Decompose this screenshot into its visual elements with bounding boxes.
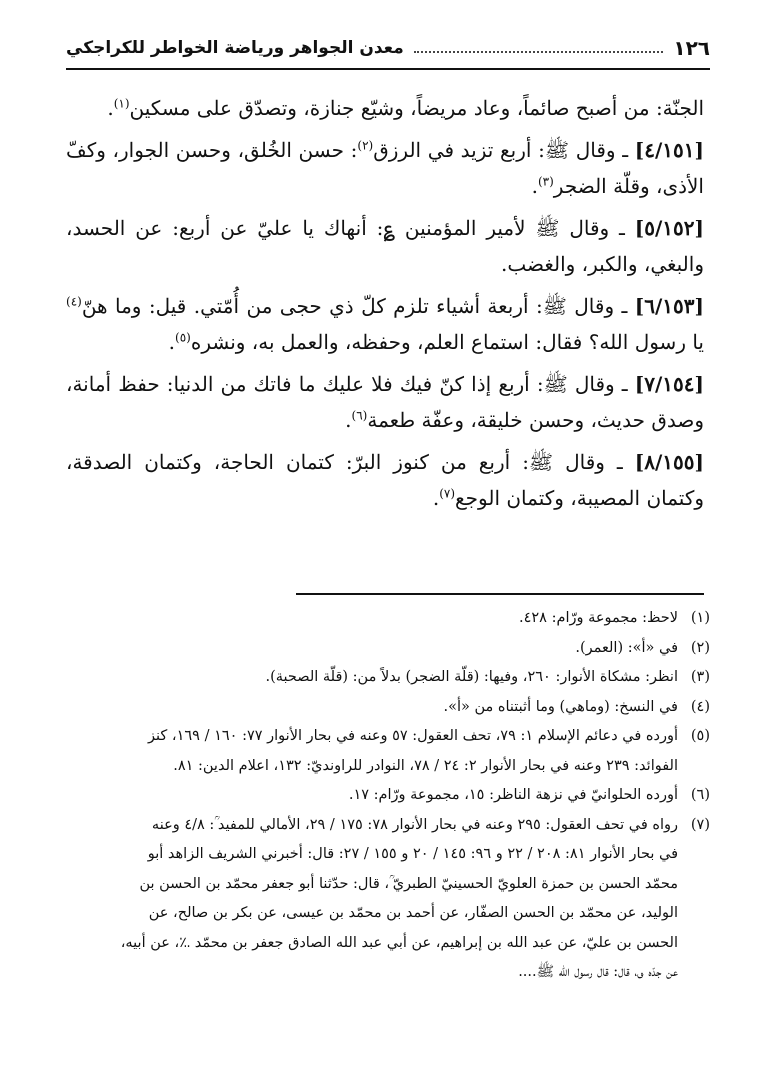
paragraph-154: [٧/١٥٤] ـ وقال ﷺ: أربع إذا كنّ فيك فلا عليك ما فاتك من الدنيا: حفظ أمانة، وصدق حديث، وحسن خليقة، وعفّة طعمة$^{(٦)}$. [66, 372, 704, 432]
hadith-number: [٨/١٥٥] [634, 450, 704, 474]
paragraph-151: [٤/١٥١] ـ وقال ﷺ: أربع تزيد في الرزق$^{(٢)}$: حسن الخُلق، وحسن الجوار، وكفّ الأذى، وقلّة الضجر$^{(٣)}$. [66, 138, 704, 198]
footnote-separator [296, 593, 704, 595]
paragraph-153: [٦/١٥٣] ـ وقال ﷺ: أربعة أشياء تلزم كلّ ذي حجى من أُمّتي. قيل: وما هنّ$^{(٤)}$ يا رسول الله؟ فقال: استماع العلم، وحفظه، والعمل به، ونشره$^{(٥)}$. [66, 294, 704, 354]
footnote-1: (١) لاحظ: مجموعة ورّام: ٤٢٨. [518, 610, 710, 626]
header-dot-leader [414, 51, 664, 53]
footnotes [66, 604, 710, 988]
hadith-number: [٧/١٥٤] [634, 372, 704, 396]
footnote-5: (٥) أورده في دعائم الإسلام ١: ٧٩، تحف العقول: ٥٧ وعنه في بحار الأنوار ٧٧: ١٦٠ / ١٦٩، كنز [148, 728, 710, 744]
page-number: ١٢٦ [673, 36, 710, 60]
paragraph-155: [٨/١٥٥] ـ وقال ﷺ: أربع من كنوز البرّ: كتمان الحاجة، وكتمان الصدقة، وكتمان المصيبة، وكتمان الوجع$^{(٧)}$. [66, 450, 704, 510]
footnote-7-line-6: عن جدّه ؈، قال: قال رسول الله ﷺ.... [518, 964, 678, 980]
footnote-7-line-5: الحسن بن عليّ، عن عبد الله بن إبراهيم، عن أبي عبد الله الصادق جعفر بن محمّد ؉، عن أبيه، [120, 934, 678, 951]
footnote-5-cont: الفوائد: ٢٣٩ وعنه في بحار الأنوار ٢: ٢٤ / ٧٨، النوادر للراونديّ: ١٣٢، اعلام الدين: ٨١. [173, 757, 678, 774]
footnote-4: (٤) في النسخ: (وماهي) وما أثبتناه من «أ». [443, 698, 710, 715]
hadith-number: [٥/١٥٢] [634, 216, 704, 240]
footnote-7-line-3: محمّد الحسن بن حمزة العلويّ الحسينيّ الطبريّ ؒ، قال: حدّثنا أبو جعفر محمّد بن الحسن بن [139, 875, 678, 892]
footnote-7-line-2: في بحار الأنوار ٨١: ٢٠٨ / ٢٢ و ٩٦: ١٤٥ / ٢٠ و ١٥٥ / ٢٧: قال: أخبرني الشريف الزاهد أبو [147, 846, 678, 862]
hadith-number: [٦/١٥٣] [634, 294, 704, 318]
footnote-7-line-4: الوليد، عن محمّد بن الحسن الصفّار، عن أحمد بن محمّد بن عيسى، عن بكر بن صالح، عن [148, 905, 678, 921]
footnote-6: (٦) أورده الحلوانيّ في نزهة الناظر: ١٥، مجموعة ورّام: ١٧. [348, 787, 710, 803]
footnote-3: (٣) انظر: مشكاة الأنوار: ٢٦٠، وفيها: (قلّة الضجر) بدلاً من: (قلّة الصحبة). [265, 669, 710, 685]
main-text [66, 90, 704, 522]
paragraph-0: الجنّة: من أصبح صائماً، وعاد مريضاً، وشيّع جنازة، وتصدّق على مسكين$^{(١)}$. [107, 96, 704, 120]
hadith-number: [٤/١٥١] [634, 138, 704, 162]
footnote-7: (٧) رواه في تحف العقول: ٢٩٥ وعنه في بحار الأنوار ٧٨: ١٧٥ / ٢٩، الأمالي للمفيد ؒ: ٤/٨ وعنه [151, 816, 710, 833]
paragraph-152: [٥/١٥٢] ـ وقال ﷺ لأمير المؤمنين ؏: أنهاك يا عليّ عن أربع: عن الحسد، والبغي، والكبر، والغضب. [66, 216, 704, 276]
footnote-2: (٢) في «أ»: (العمر). [575, 639, 710, 656]
running-title: معدن الجواهر ورياضة الخواطر للكراجكي [66, 38, 404, 58]
page-header [66, 28, 710, 70]
